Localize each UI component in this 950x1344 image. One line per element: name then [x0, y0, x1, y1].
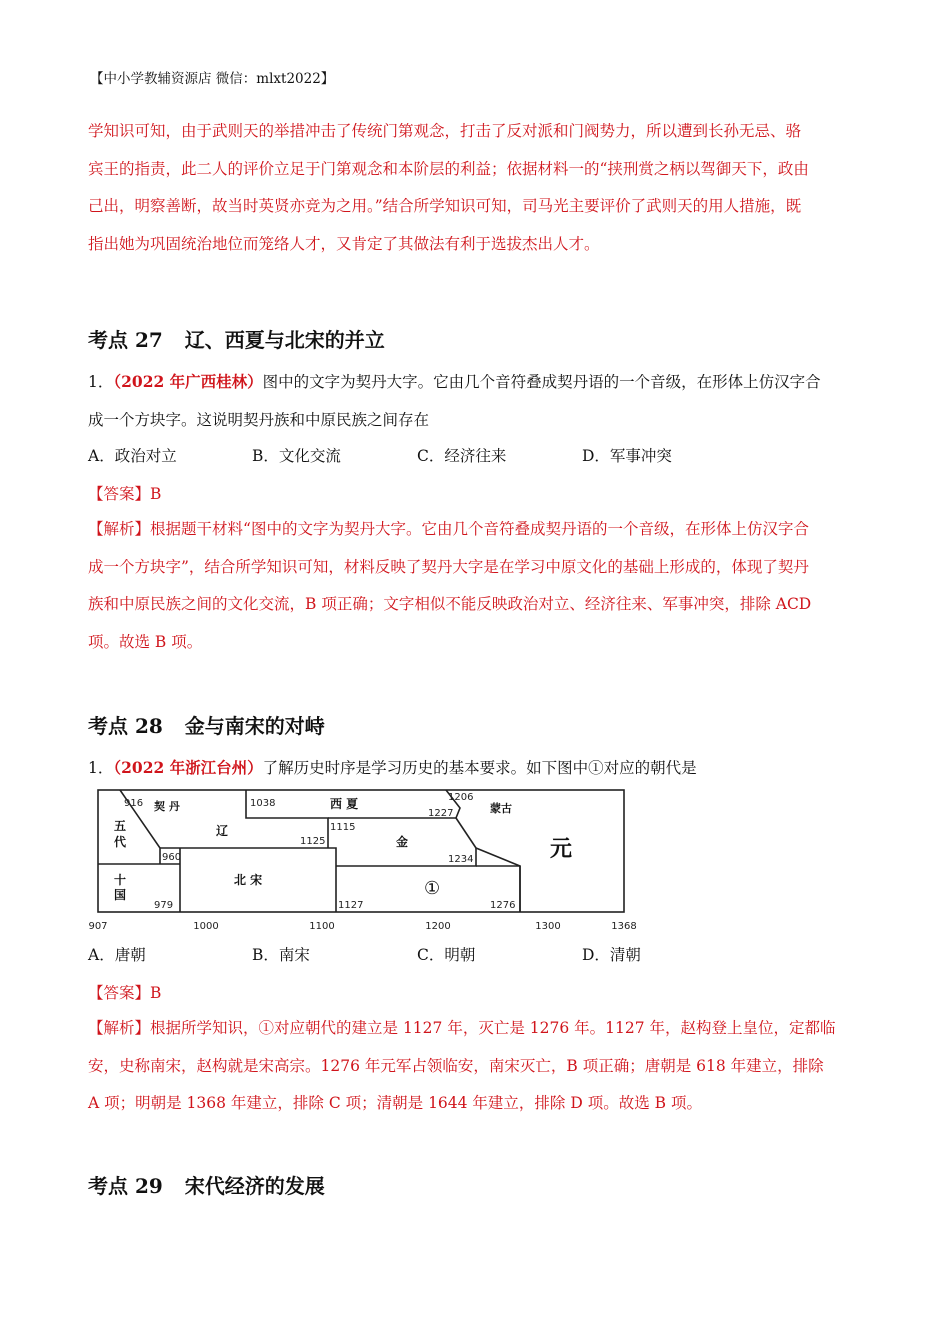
region-label-shiguo-1: 十	[114, 873, 127, 887]
question-27-1	[88, 363, 868, 439]
axis-tick-label: 1200	[425, 921, 451, 932]
axis-tick-label: 1000	[193, 921, 219, 932]
option-d: D．清朝	[582, 946, 641, 964]
section-number: 考点 27	[88, 328, 163, 352]
region-label-circle1: ①	[424, 878, 441, 899]
year-label: 979	[154, 900, 174, 911]
options-28-1	[88, 943, 868, 973]
year-label: 1038	[250, 798, 276, 809]
region-label-wudai-2: 代	[114, 835, 127, 849]
analysis-line: 根据题干材料“图中的文字为契丹大字。它由几个音符叠成契丹语的一个音级，在形体上仿汉字合	[150, 520, 809, 538]
year-label: 1115	[330, 822, 356, 833]
boundary-liao-south	[160, 848, 336, 866]
question-source: （2022 年广西桂林）	[113, 372, 263, 391]
option-b: B．南宋	[252, 946, 310, 964]
analysis-label: 【解析】	[88, 1019, 151, 1037]
intro-line: 己出，明察善断，故当时英贤亦竞为之用。”结合所学知识可知，司马光主要评价了武则天的用人措施，既	[88, 197, 802, 215]
answer-27-1: 【答案】B	[88, 485, 162, 503]
intro-line: 学知识可知，由于武则天的举措冲击了传统门第观念，打击了反对派和门阀势力，所以遭到长孙无忌、骆	[88, 122, 802, 140]
axis-tick-label: 1300	[535, 921, 561, 932]
region-label-menggu: 蒙古	[490, 802, 512, 815]
year-label: 1276	[490, 900, 516, 911]
intro-line: 指出她为巩固统治地位而笼络人才，又肯定了其做法有利于选拔杰出人才。	[88, 234, 600, 253]
analysis-line: 安，史称南宋，赵构就是宋高宗。1276 年元军占领临安，南宋灭亡，B 项正确；唐朝是 618 年建立，排除	[88, 1056, 824, 1075]
question-index: 1．	[88, 373, 114, 391]
question-index: 1．	[88, 759, 114, 777]
section-title-27	[88, 324, 385, 353]
year-label: 1125	[300, 836, 326, 847]
region-label-yuan: 元	[550, 837, 573, 862]
analysis-line: A 项；明朝是 1368 年建立，排除 C 项；清朝是 1644 年建立，排除 D 项。故选 B 项。	[88, 1094, 702, 1112]
section-number: 考点 29	[88, 1174, 163, 1198]
question-28-1	[88, 749, 868, 788]
page-header: 【中小学教辅资源店 微信：mlxt2022】	[90, 71, 335, 87]
analysis-line: 成一个方块字”，结合所学知识可知，材料反映了契丹大字是在学习中原文化的基础上形成的，体现了契丹	[88, 557, 809, 576]
region-label-qidan: 契 丹	[154, 800, 180, 813]
option-a: A．政治对立	[88, 447, 177, 465]
options-27-1	[88, 444, 868, 474]
question-text: 成一个方块字。这说明契丹族和中原民族之间存在	[88, 410, 430, 429]
question-text: 了解历史时序是学习历史的基本要求。如下图中①对应的朝代是	[262, 759, 697, 777]
section-number: 考点 28	[88, 714, 163, 738]
question-source: （2022 年浙江台州）	[113, 758, 263, 777]
analysis-line: 根据所学知识，①对应朝代的建立是 1127 年，灭亡是 1276 年。1127 年，赵构登上皇位，定都临	[150, 1019, 836, 1037]
year-label: 1227	[428, 808, 454, 819]
year-label: 916	[124, 798, 144, 809]
option-c: C．明朝	[417, 946, 476, 964]
section-name: 宋代经济的发展	[184, 1174, 325, 1198]
question-text: 图中的文字为契丹大字。它由几个音符叠成契丹语的一个音级，在形体上仿汉字合	[262, 373, 821, 391]
region-label-beisong: 北 宋	[234, 873, 263, 887]
section-title-28	[88, 710, 325, 739]
intro-paragraph	[88, 113, 868, 263]
option-c: C．经济往来	[417, 447, 507, 465]
option-b: B．文化交流	[252, 447, 341, 465]
answer-28-1: 【答案】B	[88, 984, 162, 1002]
boundary-jin-east	[456, 818, 476, 848]
option-a: A．唐朝	[88, 946, 146, 964]
axis-tick-label: 1368	[611, 921, 637, 932]
analysis-label: 【解析】	[88, 520, 151, 538]
year-label: 1206	[448, 792, 474, 803]
section-name: 金与南宋的对峙	[184, 714, 325, 738]
region-label-jin: 金	[396, 835, 409, 849]
region-label-xixia: 西 夏	[330, 797, 359, 811]
axis-tick-label: 1100	[309, 921, 335, 932]
analysis-27-1	[88, 511, 870, 661]
dynasty-timeline-diagram	[88, 786, 643, 936]
year-label: 1127	[338, 900, 364, 911]
axis-tick-label: 907	[88, 921, 108, 932]
analysis-line: 族和中原民族之间的文化交流，B 项正确；文字相似不能反映政治对立、经济往来、军事冲突，排除 ACD	[88, 595, 812, 613]
region-label-liao: 辽	[216, 824, 229, 838]
option-d: D．军事冲突	[582, 447, 672, 465]
year-label: 960	[162, 852, 182, 863]
section-title-29	[88, 1170, 325, 1199]
analysis-28-1	[88, 1010, 870, 1123]
region-label-wudai-1: 五	[114, 819, 127, 833]
section-name: 辽、西夏与北宋的并立	[184, 328, 385, 352]
analysis-line: 项。故选 B 项。	[88, 632, 203, 651]
intro-line: 宾王的指责，此二人的评价立足于门第观念和本阶层的利益；依据材料一的“挟刑赏之柄以驾御天下，政由	[88, 159, 809, 178]
region-label-shiguo-2: 国	[114, 888, 127, 902]
year-label: 1234	[448, 854, 474, 865]
